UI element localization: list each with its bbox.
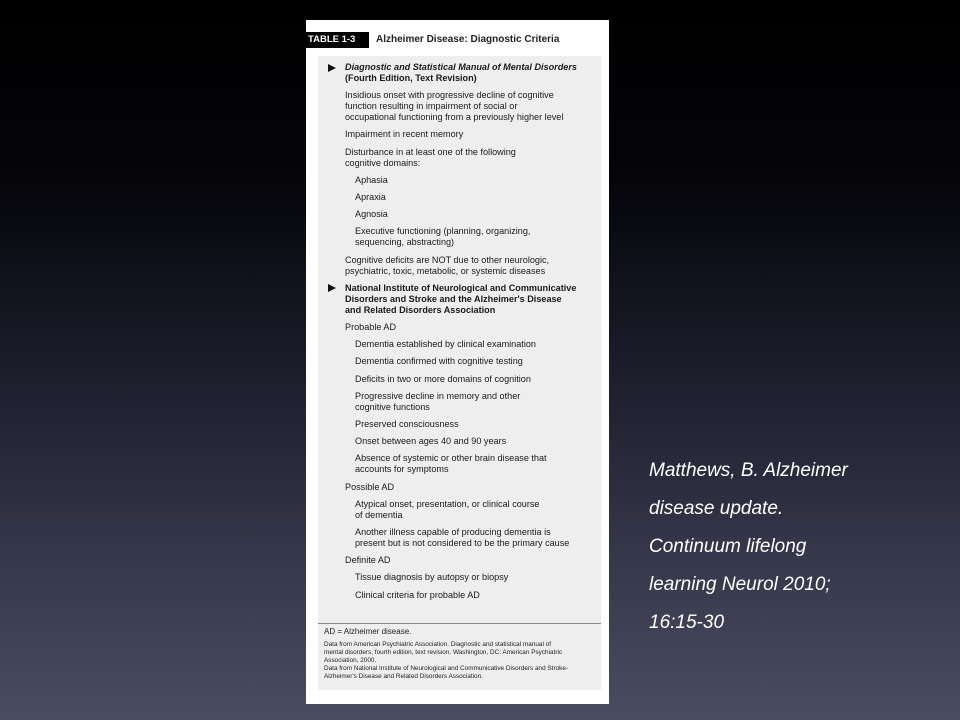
citation-line: learning Neurol 2010; xyxy=(649,574,831,595)
section-arrow-icon xyxy=(328,64,336,72)
cognitive-domain-item: Executive functioning (planning, organizing, xyxy=(355,226,531,237)
probable-ad-item: Onset between ages 40 and 90 years xyxy=(355,436,507,447)
definite-ad-label: Definite AD xyxy=(345,555,391,566)
definite-ad-item: Tissue diagnosis by autopsy or biopsy xyxy=(355,572,509,583)
table-footnotes xyxy=(318,623,601,690)
probable-ad-item: Dementia established by clinical examination xyxy=(355,339,536,350)
criteria-table-image xyxy=(306,20,609,704)
possible-ad-item: Another illness capable of producing dementia is xyxy=(355,527,551,537)
criterion-item: function resulting in impairment of social or xyxy=(345,101,518,112)
definite-ad-item: Clinical criteria for probable AD xyxy=(355,589,480,600)
citation-line: disease update. xyxy=(649,498,784,519)
table-number-label: TABLE 1-3 xyxy=(306,32,369,48)
cognitive-domain-item: Agnosia xyxy=(355,209,388,220)
probable-ad-item: Preserved consciousness xyxy=(355,419,459,429)
ninds-heading: National Institute of Neurological and Communicative xyxy=(345,282,577,293)
probable-ad-item: Dementia confirmed with cognitive testing xyxy=(355,356,523,367)
probable-ad-item: Deficits in two or more domains of cognition xyxy=(355,373,531,384)
possible-ad-item: present but is not considered to be the primary cause xyxy=(355,538,570,548)
table-title: Alzheimer Disease: Diagnostic Criteria xyxy=(376,34,560,45)
citation-line: Matthews, B. Alzheimer xyxy=(649,460,848,481)
probable-ad-label: Probable AD xyxy=(345,322,397,332)
source-note-line: Data from American Psychiatric Association. Diagnostic and statistical manual of xyxy=(324,641,551,648)
footnote-divider xyxy=(318,623,601,624)
ninds-heading: and Related Disorders Association xyxy=(345,304,496,315)
criterion-item: Insidious onset with progressive decline of cognitive xyxy=(345,90,554,101)
citation-text xyxy=(649,452,949,642)
criterion-item: Disturbance in at least one of the following xyxy=(345,146,516,157)
ninds-heading: Disorders and Stroke and the Alzheimer's Disease xyxy=(345,293,562,304)
probable-ad-item: Progressive decline in memory and other xyxy=(355,390,521,401)
source-note-line: Association, 2000. xyxy=(324,657,377,664)
criterion-item: Impairment in recent memory xyxy=(345,129,464,140)
possible-ad-item: of dementia xyxy=(355,509,403,520)
criterion-item: psychiatric, toxic, metabolic, or systemic diseases xyxy=(345,265,546,276)
cognitive-domain-item: Apraxia xyxy=(355,192,386,202)
table-header xyxy=(306,32,609,48)
source-note-line: mental disorders, fourth edition, text revision. Washington, DC: American Psychiatric xyxy=(324,649,563,656)
cognitive-domain-item: Aphasia xyxy=(355,174,388,185)
abbreviation-note: AD = Alzheimer disease. xyxy=(324,627,412,636)
cognitive-domain-item: sequencing, abstracting) xyxy=(355,237,455,248)
section-arrow-icon xyxy=(328,284,336,292)
possible-ad-label: Possible AD xyxy=(345,481,395,492)
source-note-line: Alzheimer's Disease and Related Disorders Association. xyxy=(324,673,483,680)
probable-ad-item: accounts for symptoms xyxy=(355,464,449,475)
dsm-heading-edition: (Fourth Edition, Text Revision) xyxy=(345,73,477,83)
citation-line: 16:15-30 xyxy=(649,612,725,633)
criterion-item: Cognitive deficits are NOT due to other neurologic, xyxy=(345,254,550,265)
dsm-heading: Diagnostic and Statistical Manual of Mental Disorders xyxy=(345,62,577,72)
citation-line: Continuum lifelong xyxy=(649,536,807,557)
criterion-item: cognitive domains: xyxy=(345,157,421,168)
possible-ad-item: Atypical onset, presentation, or clinical course xyxy=(355,498,540,509)
criterion-item: occupational functioning from a previously higher level xyxy=(345,112,564,123)
probable-ad-item: cognitive functions xyxy=(355,401,430,412)
source-note-line: Data from National Institute of Neurological and Communicative Disorders and Stroke- xyxy=(324,665,569,672)
table-body xyxy=(318,56,601,623)
probable-ad-item: Absence of systemic or other brain disease that xyxy=(355,453,547,464)
